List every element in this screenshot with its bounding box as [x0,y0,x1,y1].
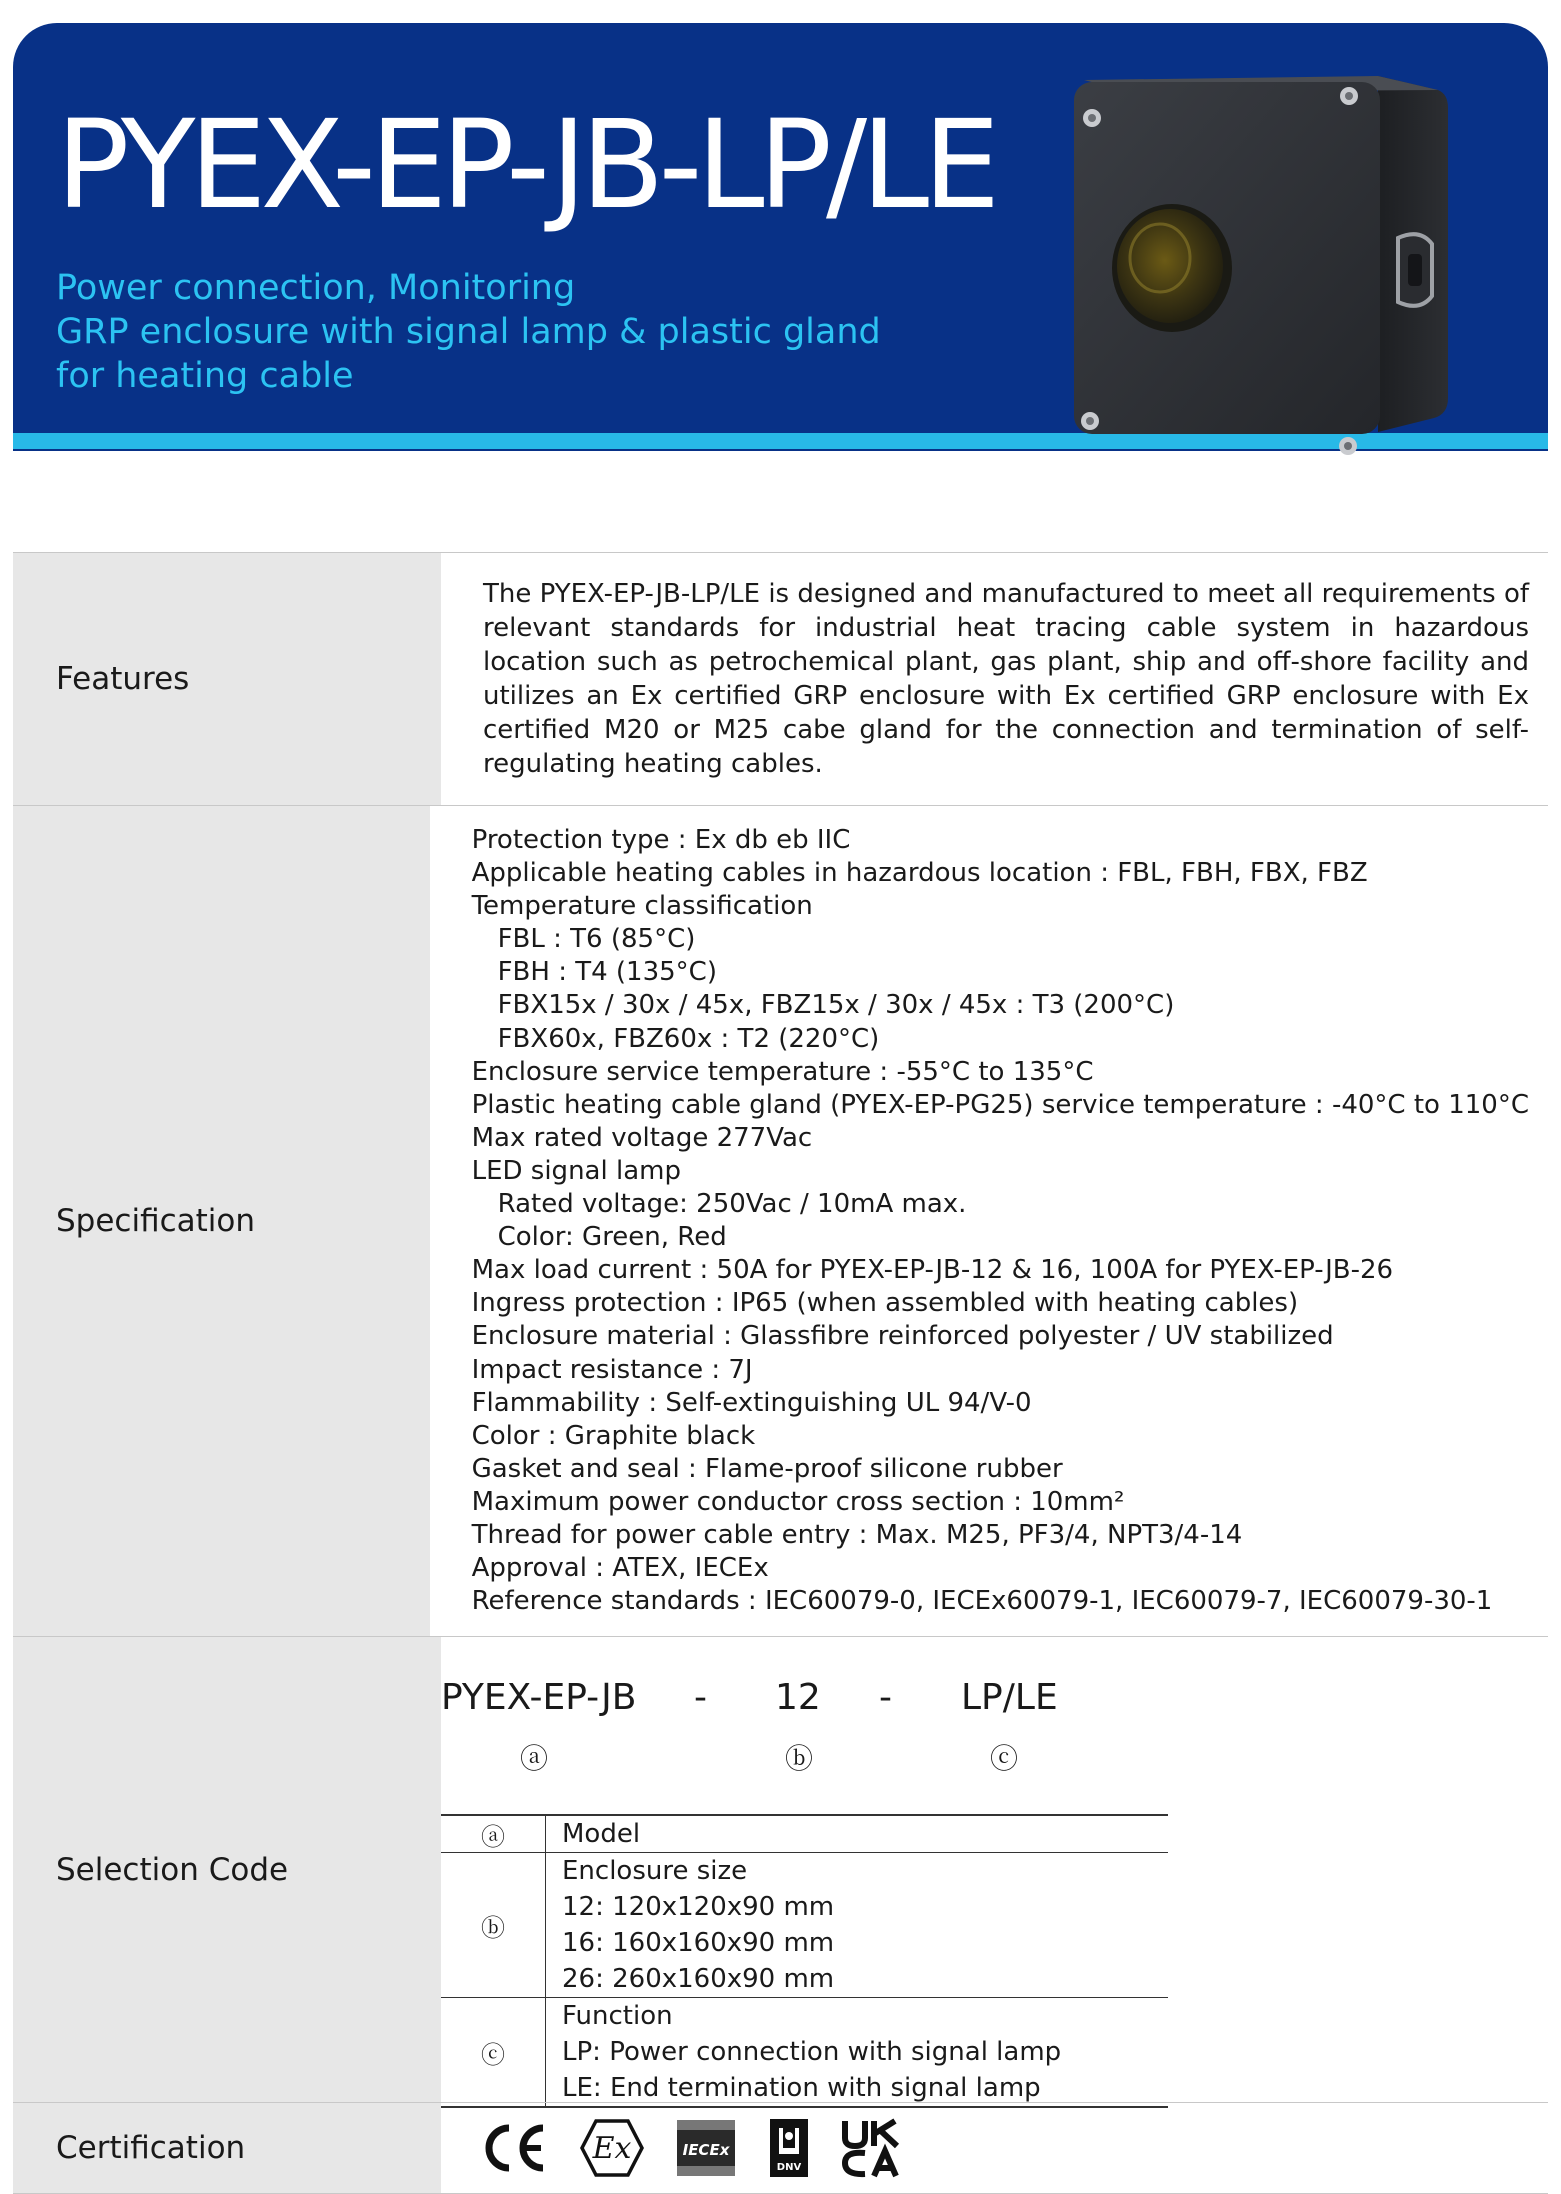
specification-list [430,806,1548,1636]
spec-line: Max load current : 50A for PYEX-EP-JB-12 & 16, 100A for PYEX-EP-JB-26 [471,1255,1394,1286]
specification-label: Specification [13,806,430,1636]
spec-line: Thread for power cable entry : Max. M25, PF3/4, NPT3/4-14 [471,1519,1243,1550]
subtitle-line: for heating cable [56,356,354,396]
marker-a: ⓐ [520,1742,549,1776]
spec-line: Approval : ATEX, IECEx [471,1553,769,1584]
spec-line: Color: Green, Red [497,1222,727,1253]
certification-logos [441,2103,1548,2193]
spec-line: Flammability : Self-extinguishing UL 94/V-0 [471,1387,1032,1418]
code-function: LP/LE [961,1677,1058,1719]
ukca-mark-icon [841,2118,901,2178]
page-subtitle [56,266,881,398]
subtitle-line: Power connection, Monitoring [56,268,576,308]
spec-line: Enclosure material : Glassfibre reinforced polyester / UV stabilized [471,1321,1334,1352]
desc-model: Model [562,1819,641,1850]
ex-mark-icon [579,2118,645,2178]
spec-line: FBX60x, FBZ60x : T2 (220°C) [497,1023,880,1054]
key-a: ⓐ [441,1815,546,1853]
desc-function-option: LP: Power connection with signal lamp [562,2037,1062,2068]
certification-row [13,2102,1548,2194]
features-label: Features [13,553,441,805]
spec-line: LED signal lamp [471,1155,681,1186]
desc-size-option: 12: 120x120x90 mm [562,1892,835,1923]
features-text: The PYEX-EP-JB-LP/LE is designed and manufactured to meet all requirements of relevant standards for industrial heat tracing cable system in hazardous location such as petrochemical plant, gas plant, ship and off-shore facility and utilizes an Ex certified GRP enclosure with Ex certified GRP enclosure with Ex certified M20 or M25 cabe gland for the connection and termination of self-regulating heating cables. [483,579,1529,779]
code-size: 12 [775,1677,821,1719]
iecex-logo-icon [675,2118,737,2178]
selection-row [13,1636,1548,2102]
product-image [1060,68,1460,480]
spec-line: Maximum power conductor cross section : 10mm² [471,1486,1125,1517]
code-dash: - [694,1677,707,1719]
svg-text:Ex: Ex [592,2131,632,2167]
spec-line: Protection type : Ex db eb IIC [471,825,851,855]
spec-line: Rated voltage: 250Vac / 10mA max. [497,1189,967,1220]
desc-function: Function [562,2001,673,2032]
desc-size-option: 16: 160x160x90 mm [562,1928,835,1959]
spec-line: Temperature classification [471,891,813,922]
spec-line: Applicable heating cables in hazardous location : FBL, FBH, FBX, FBZ [471,858,1368,889]
selection-table [441,1814,1168,2108]
certification-label: Certification [13,2103,441,2193]
spec-line: Gasket and seal : Flame-proof silicone rubber [471,1453,1063,1484]
spec-line: FBH : T4 (135°C) [497,957,717,988]
ce-mark-icon [483,2120,547,2176]
selection-code [441,1637,1548,2102]
spec-line: Impact resistance : 7J [471,1354,753,1385]
spec-line: FBL : T6 (85°C) [497,924,696,955]
spec-line: Ingress protection : IP65 (when assembled with heating cables) [471,1288,1299,1319]
desc-function-option: LE: End termination with signal lamp [546,2070,1169,2107]
features-row [13,552,1548,805]
code-model: PYEX-EP-JB [441,1677,637,1719]
spec-line: Enclosure service temperature : -55°C to 135°C [471,1056,1094,1087]
marker-c: ⓒ [990,1742,1019,1776]
spec-line: FBX15x / 30x / 45x, FBZ15x / 30x / 45x : T3 (200°C) [497,990,1175,1021]
spec-table [13,552,1548,2194]
desc-size: Enclosure size [562,1856,748,1887]
key-c: ⓒ [441,1998,546,2108]
page-title: PYEX-EP-JB-LP/LE [56,94,995,236]
selection-label: Selection Code [13,1637,441,2102]
subtitle-line: GRP enclosure with signal lamp & plastic gland [56,312,881,352]
spec-line: Plastic heating cable gland (PYEX-EP-PG25) service temperature : -40°C to 110°C [471,1089,1529,1120]
spec-line: Reference standards : IEC60079-0, IECEx60079-1, IEC60079-7, IEC60079-30-1 [471,1586,1493,1617]
svg-text:DNV: DNV [776,2162,802,2174]
desc-size-option: 26: 260x160x90 mm [562,1964,835,1995]
spec-line: Max rated voltage 277Vac [471,1122,813,1153]
dnv-logo-icon [769,2118,809,2178]
spec-line: Color : Graphite black [471,1420,756,1451]
specification-row [13,805,1548,1636]
marker-b: ⓑ [785,1742,814,1776]
key-b: ⓑ [441,1853,546,1998]
svg-text:IECEx: IECEx [682,2141,730,2160]
code-dash: - [879,1677,892,1719]
